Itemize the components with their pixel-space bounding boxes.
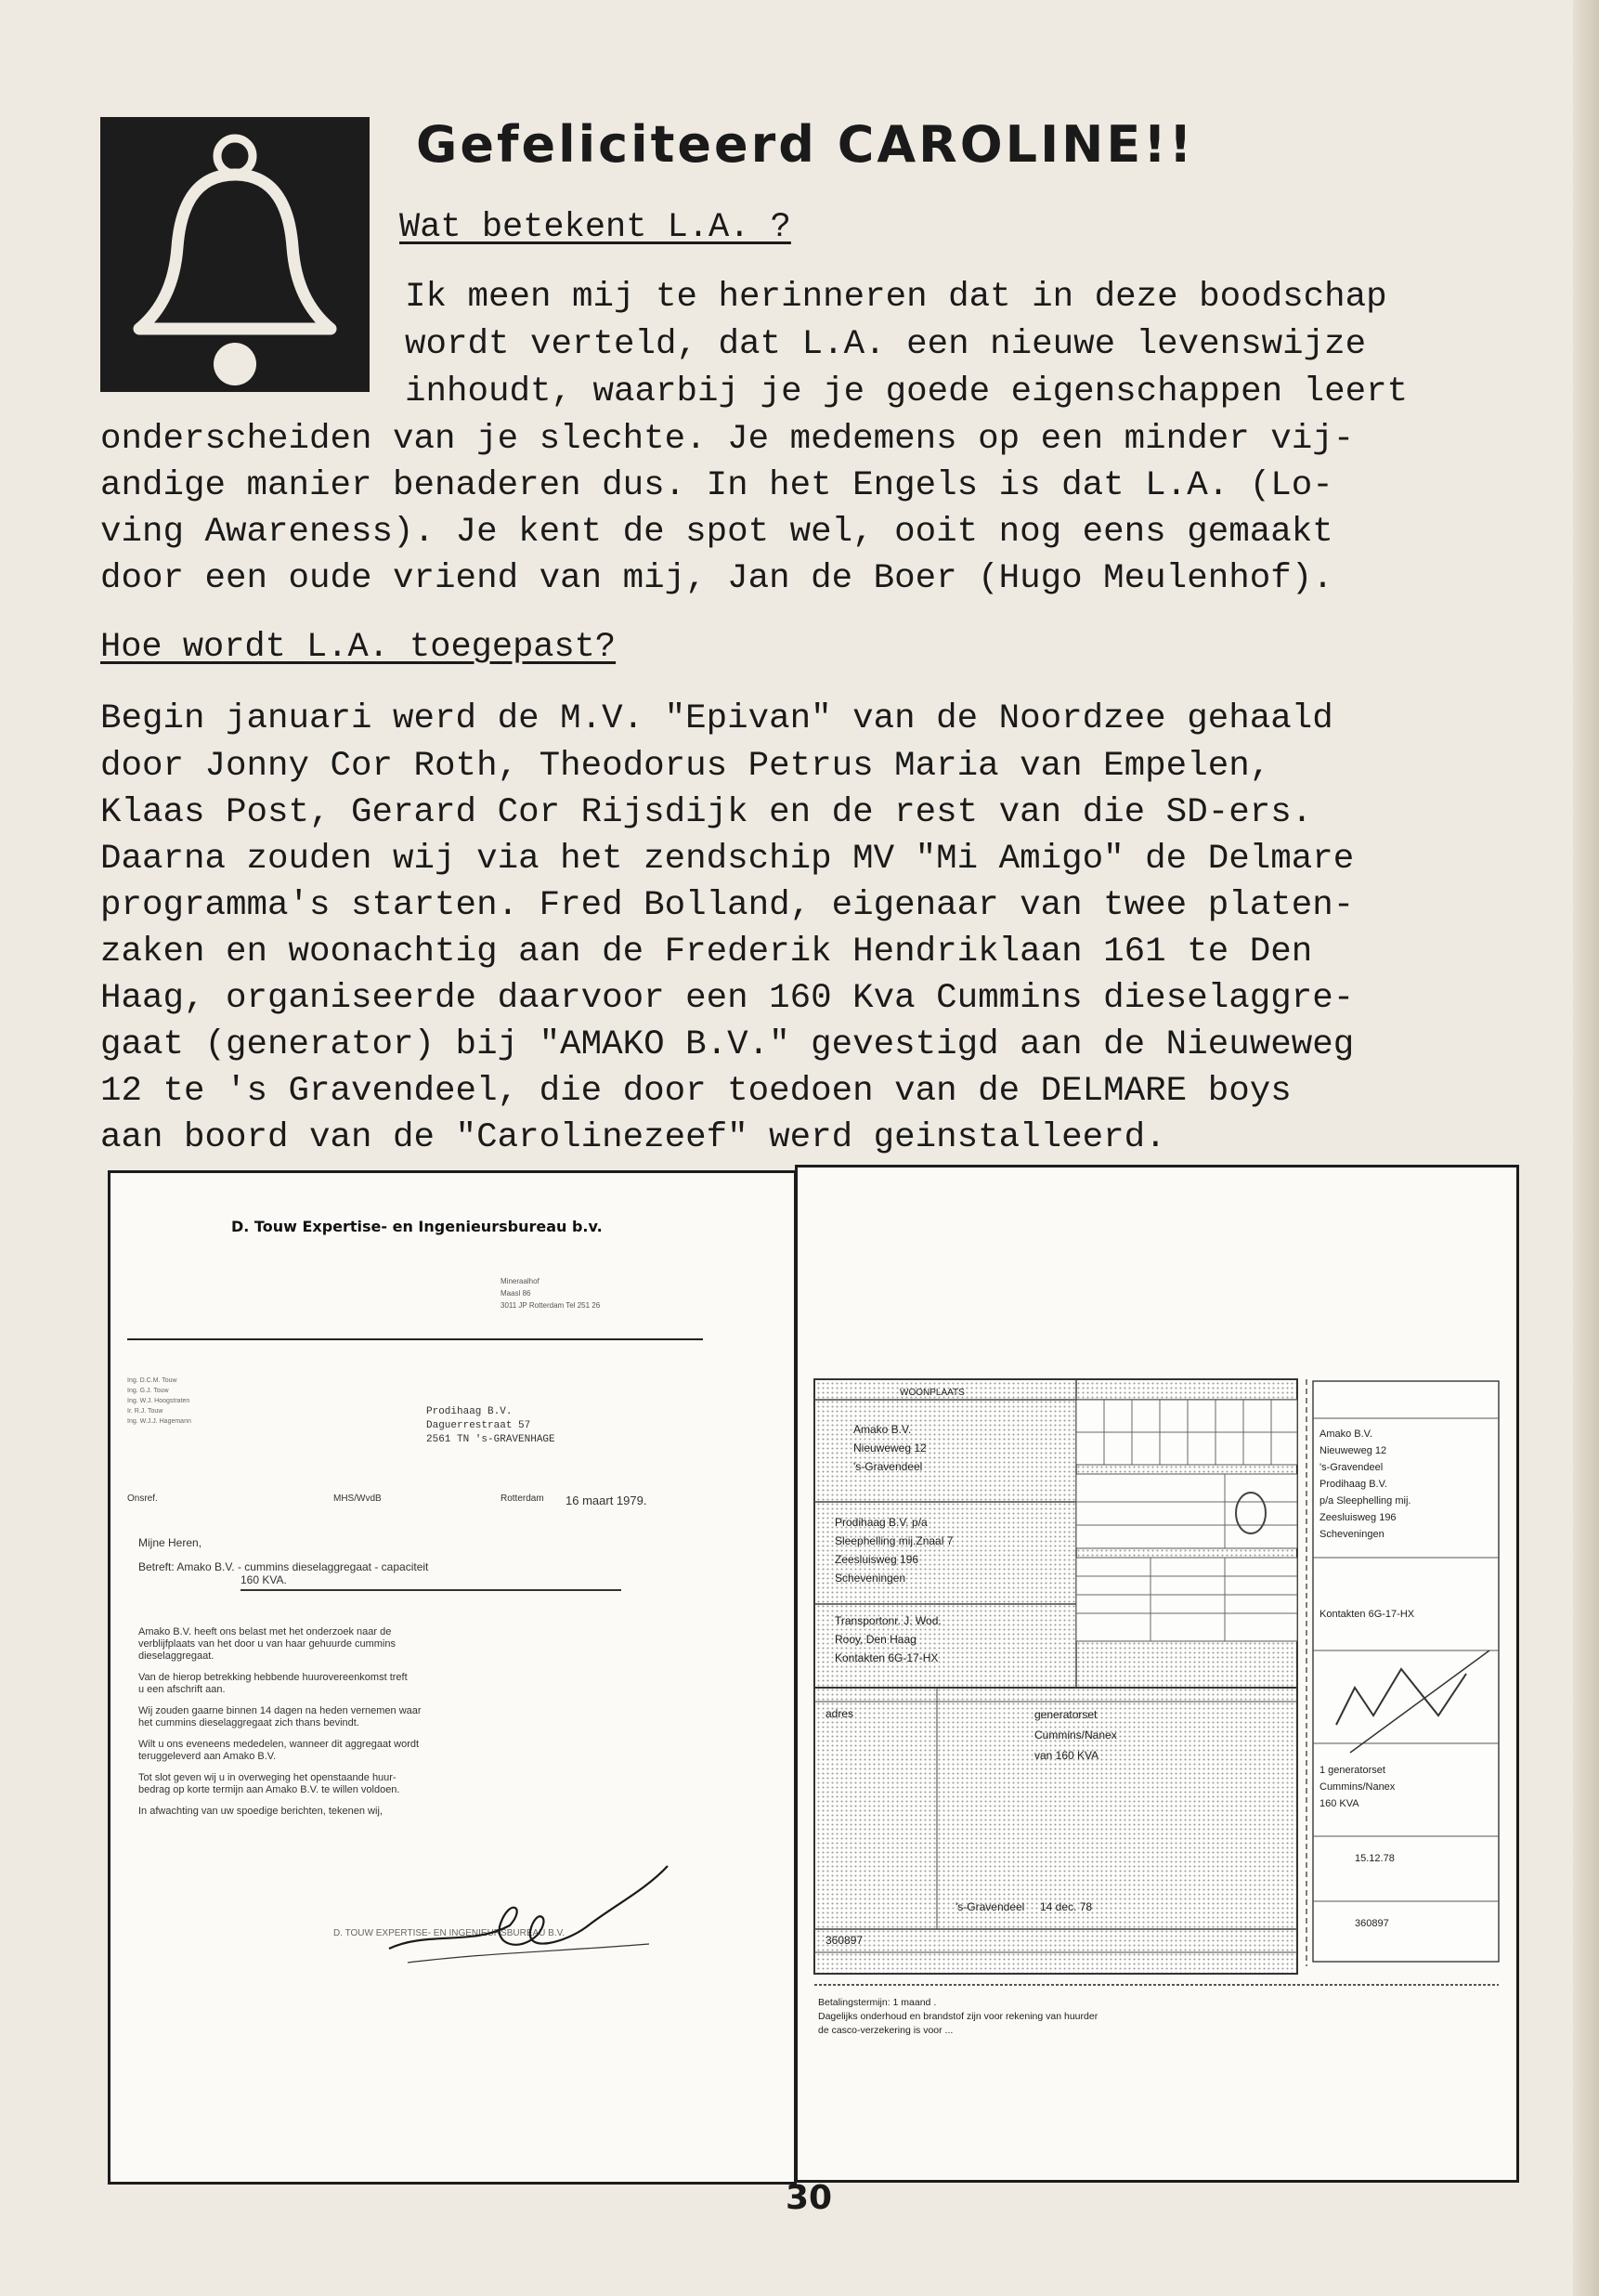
body-line: Begin januari werd de M.V. "Epivan" van de Noordzee gehaald [100, 699, 1333, 738]
bell-icon [100, 117, 370, 392]
letter-subject-underline [240, 1589, 621, 1591]
letter-signature-block: D. TOUW EXPERTISE- EN INGENIEURSBUREAU B.V. [333, 1928, 566, 1938]
letter-date: 16 maart 1979. [566, 1494, 647, 1507]
body-line: 12 te 's Gravendeel, die door toedoen van de DELMARE boys [100, 1072, 1292, 1111]
form-transport: Transportonr. J. Wod. Rooy, Den Haag Kontakten 6G-17-HX [835, 1614, 942, 1664]
page-edge-shadow [1573, 0, 1599, 2296]
form-footer-terms: Betalingstermijn: 1 maand . Dagelijks onderhoud en brandstof zijn voor rekening van huurder de casco-verzekering is voor ... [818, 1997, 1098, 2036]
rental-form-facsimile [795, 1165, 1519, 2183]
form-stub-number: 360897 [1355, 1918, 1389, 1929]
body-line: aan boord van de "Carolinezeef" werd geinstalleerd. [100, 1118, 1166, 1157]
letter-subject: Betreft: Amako B.V. - cummins dieselaggregaat - capaciteit [138, 1560, 429, 1573]
form-lessor: Amako B.V. Nieuweweg 12 's-Gravendeel [853, 1423, 927, 1473]
body-line: gaat (generator) bij "AMAKO B.V." gevestigd aan de Nieuweweg [100, 1025, 1355, 1064]
form-stub-kontakten: Kontakten 6G-17-HX [1320, 1609, 1415, 1620]
form-stub-date: 15.12.78 [1355, 1853, 1395, 1864]
body-line: inhoudt, waarbij je je goede eigenschappen leert [405, 372, 1409, 411]
form-stub-parties: Amako B.V. Nieuweweg 12 's-Gravendeel Prodihaag B.V. p/a Sleephelling mij. Zeesluisweg 196 Scheveningen [1320, 1428, 1411, 1540]
letterhead-rule [127, 1338, 703, 1340]
body-line: programma's starten. Fred Bolland, eigenaar van twee platen- [100, 886, 1355, 925]
body-line: door Jonny Cor Roth, Theodorus Petrus Maria van Empelen, [100, 747, 1271, 786]
bell-logo [100, 117, 370, 392]
body-line: zaken en woonachtig aan de Frederik Hendriklaan 161 te Den [100, 933, 1313, 972]
letter-ref-label: Onsref. [127, 1494, 158, 1504]
form-lessee: Prodihaag B.V. p/a Sleephelling mij.Znaal 7 Zeesluisweg 196 Scheveningen [835, 1516, 954, 1585]
form-place-date: 's-Gravendeel 14 dec. 78 [956, 1900, 1093, 1913]
form-label-adres: adres [826, 1707, 854, 1720]
letter-ref-value: MHS/WvdB [333, 1494, 382, 1504]
body-line: Ik meen mij te herinneren dat in deze boodschap [405, 278, 1387, 317]
handwritten-signature [370, 1842, 677, 1981]
body-line: andige manier benaderen dus. In het Engels is dat L.A. (Lo- [100, 466, 1333, 505]
letterhead-staff-list: Ing. D.C.M. Touw Ing. G.J. Touw Ing. W.J. Hoogstraten Ir. R.J. Touw Ing. W.J.J. Hagemann [127, 1377, 191, 1425]
body-line: ving Awareness). Je kent de spot wel, ooit nog eens gemaakt [100, 513, 1333, 552]
letter-salutation: Mijne Heren, [138, 1536, 202, 1549]
subheading-how-is-la-applied: Hoe wordt L.A. toegepast? [100, 628, 617, 667]
letter-addressee: Prodihaag B.V. Daguerrestraat 57 2561 TN 's-GRAVENHAGE [426, 1406, 555, 1445]
letter-place: Rotterdam [500, 1494, 544, 1504]
subheading-what-is-la: Wat betekent L.A. ? [399, 208, 791, 247]
letterhead-company: D. Touw Expertise- en Ingenieursbureau b.v. [231, 1218, 603, 1235]
letterhead-address: Mineraalhof Maasl 86 3011 JP Rotterdam Tel 251 26 [500, 1277, 601, 1310]
body-line: door een oude vriend van mij, Jan de Boer (Hugo Meulenhof). [100, 559, 1333, 598]
form-number: 360897 [826, 1934, 864, 1947]
letter-facsimile [108, 1170, 797, 2185]
body-line: Haag, organiseerde daarvoor een 160 Kva Cummins dieselaggre- [100, 979, 1355, 1018]
page-number: 30 [786, 2179, 833, 2217]
body-line: Klaas Post, Gerard Cor Rijsdijk en de rest van die SD-ers. [100, 793, 1313, 832]
headline: Gefeliciteerd CAROLINE!! [416, 115, 1195, 174]
letter-subject: 160 KVA. [240, 1573, 287, 1586]
form-label-woonplaats: WOONPLAATS [900, 1388, 965, 1398]
body-line: wordt verteld, dat L.A. een nieuwe levenswijze [405, 325, 1367, 364]
letter-body: Amako B.V. heeft ons belast met het onderzoek naar de verblijfplaats van het door u van haar gehuurde cummins dieselaggregaat. Van de hierop betrekking hebbende huurovereenkomst treft u een afschrift aan. Wij zouden gaarne binnen 14 dagen na heden vernemen waar het cummins dieselaggregaat zich thans bevindt. Wilt u ons eveneens mededelen, wanneer dit aggregaat wordt teruggeleverd aan Amako B.V. Tot slot geven wij u in overweging het openstaande huur- bedrag op korte termijn aan Amako B.V. te willen voldoen. In afwachting van uw spoedige berichten, tekenen wij, [138, 1626, 422, 1817]
body-line: Daarna zouden wij via het zendschip MV "Mi Amigo" de Delmare [100, 840, 1355, 879]
form-item-description: generatorset Cummins/Nanex van 160 KVA [1034, 1708, 1117, 1762]
form-stub-item: 1 generatorset Cummins/Nanex 160 KVA [1320, 1765, 1396, 1809]
body-line: onderscheiden van je slechte. Je medemens op een minder vij- [100, 420, 1355, 459]
